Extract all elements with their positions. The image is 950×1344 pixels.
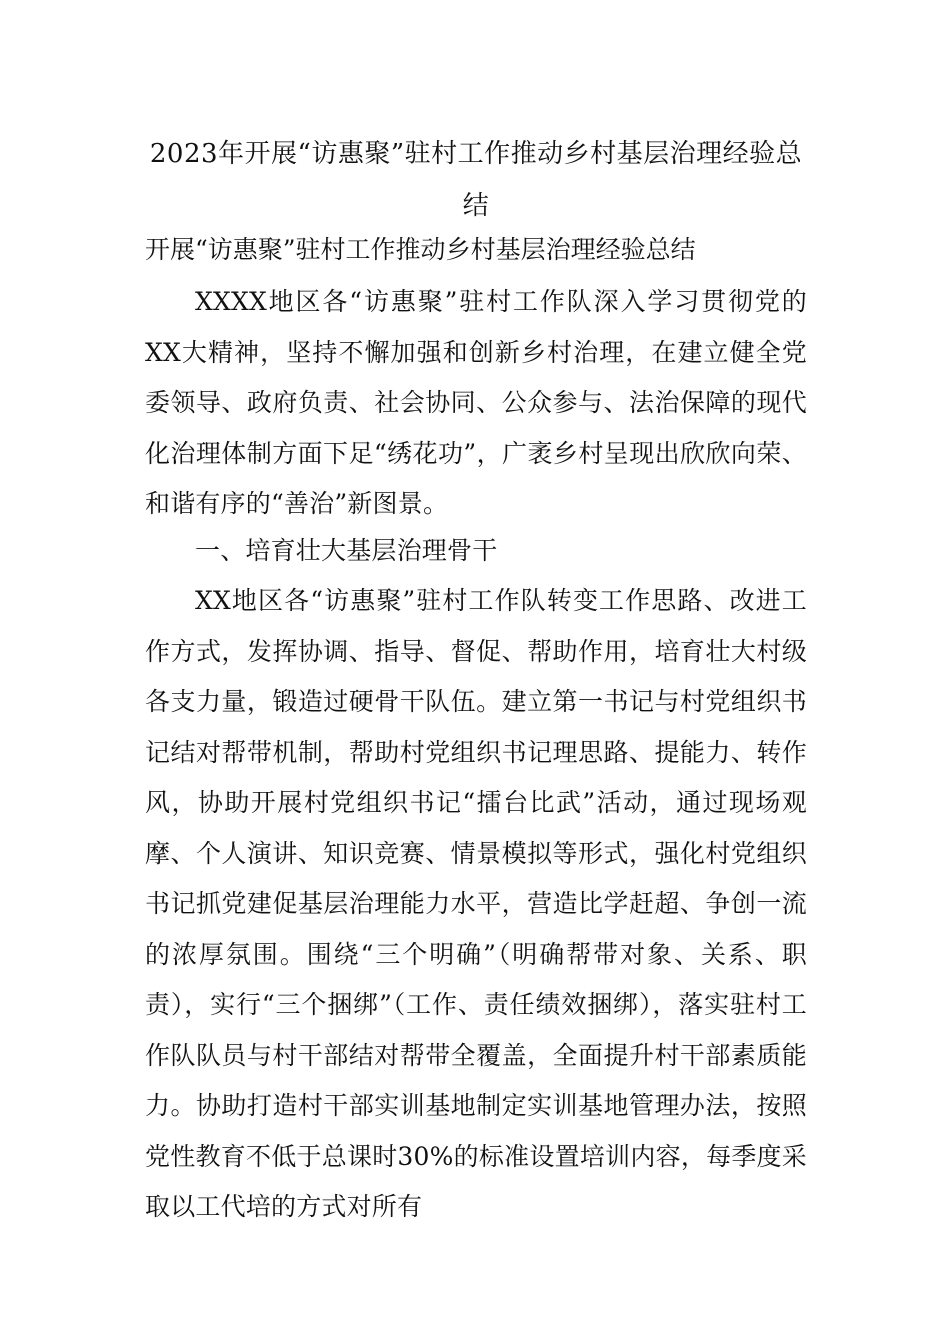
- section-heading-1: 一、培育壮大基层治理骨干: [195, 536, 498, 565]
- section-1-paragraph: XX地区各“访惠聚”驻村工作队转变工作思路、改进工作方式，发挥协调、指导、督促、帮助作用，培育壮大村级各支力量，锻造过硬骨干队伍。建立第一书记与村党组织书记结对帮带机制，帮助村党组织书记理思路、提能力、转作风，协助开展村党组织书记“擂台比武”活动，通过现场观摩、个人演讲、知识竞赛、情景模拟等形式，强化村党组织书记抓党建促基层治理能力水平，营造比学赶超、争创一流的浓厚氛围。围绕“三个明确”（明确帮带对象、关系、职责），实行“三个捆绑”（工作、责任绩效捆绑），落实驻村工作队队员与村干部结对帮带全覆盖，全面提升村干部素质能力。协助打造村干部实训基地制定实训基地管理办法，按照党性教育不低于总课时30%的标准设置培训内容，每季度采取以工代培的方式对所有: [145, 586, 807, 1221]
- intro-paragraph: XXXX地区各“访惠聚”驻村工作队深入学习贯彻党的XX大精神，坚持不懈加强和创新乡村治理，在建立健全党委领导、政府负责、社会协同、公众参与、法治保障的现代化治理体制方面下足“绣花功”，广袤乡村呈现出欣欣向荣、和谐有序的“善治”新图景。: [145, 287, 807, 518]
- document-subtitle: 开展“访惠聚”驻村工作推动乡村基层治理经验总结: [145, 235, 696, 264]
- document-title: 2023年开展“访惠聚”驻村工作推动乡村基层治理经验总结: [149, 139, 803, 221]
